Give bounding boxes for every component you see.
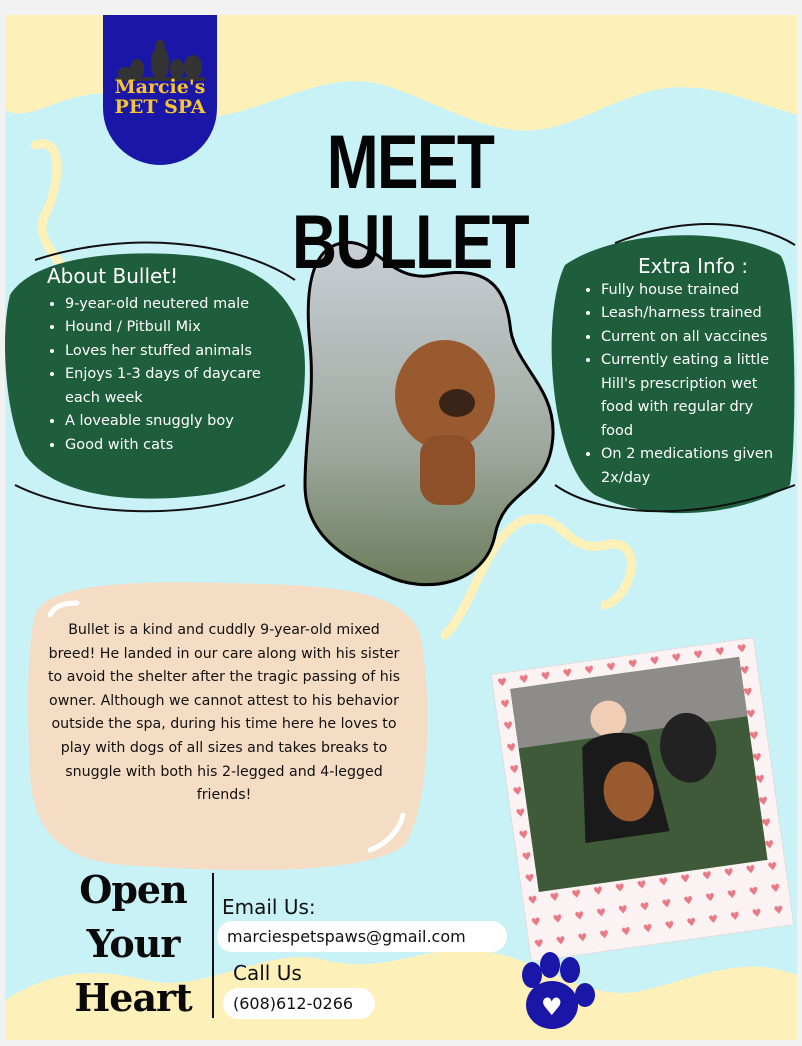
about-heading: About Bullet! [47,264,179,288]
dogs-silhouette-icon [115,39,205,81]
list-item: • Enjoys 1-3 days of daycare each week [65,363,265,410]
list-item: • Good with cats [65,434,297,458]
slogan-line: Your [86,921,180,966]
slogan-line: Heart [74,975,192,1020]
svg-text:♥: ♥ [541,993,563,1021]
extra-heading: Extra Info : [638,254,749,278]
extra-info-section [583,255,783,490]
phone-label: Call Us [233,961,302,985]
list-item: • Current on all vaccines [601,326,783,350]
email-label: Email Us: [222,895,316,919]
list-item: • Leash/harness trained [601,302,783,326]
list-item: • Loves her stuffed animals [65,340,297,364]
flyer [5,15,797,1040]
marcies-pet-spa-logo [103,15,217,165]
story-text: Bullet is a kind and cuddly 9-year-old mixed breed! He landed in our care along with his sister to avoid the shelter after the tragic passing of his owner. Although we cannot attest to his behavior outside the spa, during his time here he loves to play with dogs of all sizes and takes breaks to snuggle with both his 2-legged and 4-legged friends! [47,622,401,804]
phone-link[interactable]: (608)612-0266 [223,988,375,1019]
logo-line2: PET SPA [114,96,206,118]
divider [212,873,214,1018]
slogan-line: Open [79,867,187,912]
list-item: • Hound / Pitbull Mix [65,316,297,340]
email-link[interactable]: marciespetspaws@gmail.com [217,921,507,952]
polaroid-photo [491,638,794,962]
about-section [47,265,297,457]
logo-line1: Marcie's [114,76,206,98]
list-item: • Currently eating a little Hill's prescription wet food with regular dry food [601,349,783,443]
list-item: • On 2 medications given 2x/day [601,443,783,490]
list-item: • A loveable snuggly boy [65,410,297,434]
slogan [67,863,199,1025]
page-title: MEET BULLET [292,120,528,285]
list-item: • 9-year-old neutered male [65,293,297,317]
list-item: • Fully house trained [601,279,783,303]
